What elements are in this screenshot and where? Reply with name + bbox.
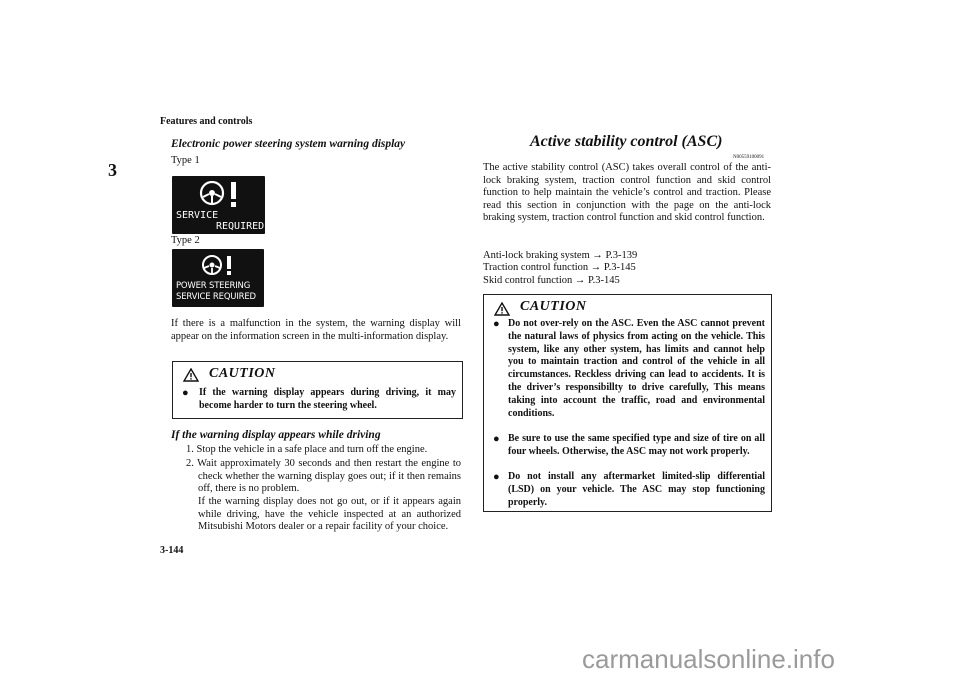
type1-display	[172, 176, 265, 234]
watermark: carmanualsonline.info	[582, 644, 835, 674]
caution-title: CAUTION	[209, 366, 276, 381]
doc-code: N00559100091	[733, 155, 765, 160]
caution-item	[182, 387, 456, 413]
asc-paragraph: The active stability control (ASC) takes overall control of the anti-lock braking system, traction control function and skid control function to help maintain the vehicle’s control and traction. Please read this section in conjunction with the page on the anti-lock braking system, traction control function and skid control function.	[483, 162, 771, 224]
step-2: 2. Wait approximately 30 seconds and then restart the engine to check whether the warning display goes out; if it then remains off, there is no problem.	[186, 458, 461, 495]
caution-item-text: If the warning display appears during driving, it may become harder to turn the steering wheel.	[199, 387, 456, 411]
type2-line1: POWER STEERING	[176, 281, 251, 291]
reference-tcl: Traction control function → P.3-145	[483, 262, 636, 274]
reference-list	[483, 250, 637, 287]
subsection-title: If the warning display appears while driving	[171, 429, 381, 441]
caution-item-text: Do not over-rely on the ASC. Even the ASC cannot prevent the natural laws of physics from acting on the vehicle. This system, like any other system, has limits and cannot help you to maintain traction and control of the vehicle in all circumstances. Reckless driving can lead to accidents. It is the driver’s responsibillty to drive carefully, This means taking into account the traffic, road and environmental conditions.	[508, 318, 765, 419]
reference-abs: Anti-lock braking system → P.3-139	[483, 250, 638, 261]
type1-line2: REQUIRED	[216, 221, 265, 232]
bullet-icon: ●	[493, 318, 500, 330]
chapter-tab: 3	[108, 160, 117, 180]
caution-item-text: Be sure to use the same specified type and size of tire on all four wheels. Otherwise, the ASC may not work properly.	[508, 433, 765, 457]
type1-label: Type 1	[171, 155, 200, 166]
step-1: 1. Stop the vehicle in a safe place and turn off the engine.	[186, 444, 428, 455]
caution-item-1	[493, 318, 765, 420]
type2-line2: SERVICE REQUIRED	[176, 292, 256, 302]
warning-triangle-icon	[494, 302, 510, 316]
caution-item-text: Do not install any aftermarket limited-slip differential (LSD) on your vehicle. The ASC may stop functioning properly.	[508, 471, 765, 508]
caution-item-2	[493, 433, 765, 459]
caution-item-3	[493, 471, 765, 509]
type2-label: Type 2	[171, 235, 200, 246]
reference-skid: Skid control function → P.3-145	[483, 274, 620, 286]
caution-title: CAUTION	[520, 299, 587, 314]
bullet-icon: ●	[493, 433, 500, 445]
warning-triangle-icon	[183, 368, 199, 382]
bullet-icon: ●	[182, 387, 189, 399]
section-title-eps: Electronic power steering system warning display	[171, 138, 406, 150]
running-header: Features and controls	[160, 116, 253, 127]
step-2-continuation: If the warning display does not go out, or if it appears again while driving, have the vehicle inspected at an authorized Mitsubishi Motors dealer or a repair facility of your choice.	[198, 496, 461, 533]
caution-box-asc	[483, 294, 772, 512]
eps-paragraph: If there is a malfunction in the system, the warning display will appear on the information screen in the multi-information display.	[171, 318, 461, 342]
caution-box-eps	[172, 361, 463, 419]
bullet-icon: ●	[493, 471, 500, 483]
type2-display	[172, 249, 264, 307]
page-number: 3-144	[160, 545, 184, 556]
type1-line1: SERVICE	[176, 210, 219, 221]
asc-title: Active stability control (ASC)	[530, 133, 723, 150]
